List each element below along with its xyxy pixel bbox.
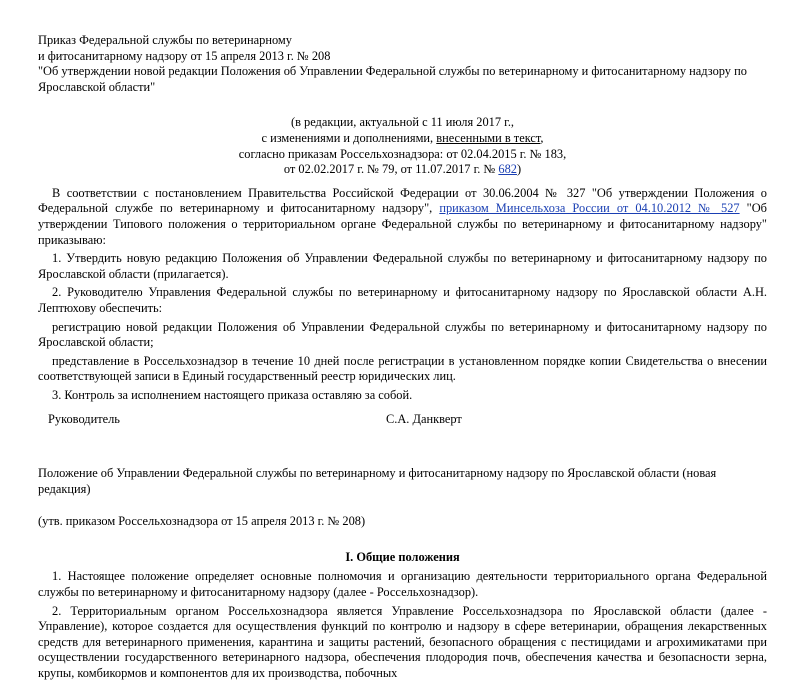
edition-line-4 bbox=[38, 162, 767, 178]
order-item-2: 2. Руководителю Управления Федеральной службы по ветеринарному и фитосанитарному надзору по Ярославской области А.Н. Лептюхову обеспечить: bbox=[38, 285, 767, 315]
amendments-link[interactable]: внесенными в текст bbox=[436, 130, 541, 145]
document-header bbox=[38, 33, 767, 95]
order-item-2a: регистрацию новой редакции Положения об Управлении Федеральной службы по ветеринарному и фитосанитарному надзору по Ярославской области; bbox=[38, 319, 767, 350]
regulation-paragraph-1: 1. Настоящее положение определяет основные полномочия и организацию деятельности территориального органа Федеральной службы по ветеринарному и фитосанитарному надзору (далее - Россельхознадзор). bbox=[38, 569, 767, 600]
minselkhoz-order-link[interactable]: приказом Минсельхоза России от 04.10.2012 № 527 bbox=[439, 201, 740, 216]
header-line-1: Приказ Федеральной службы по ветеринарному bbox=[38, 33, 292, 47]
edition-text: от 02.02.2017 г. № 79, от 11.07.2017 г. № bbox=[283, 162, 499, 177]
regulation-title: Положение об Управлении Федеральной службы по ветеринарному и фитосанитарному надзору по Ярославской области (новая редакция) bbox=[38, 466, 717, 496]
edition-text: ) bbox=[516, 162, 522, 177]
edition-text: , bbox=[540, 130, 544, 145]
intro-text: В соответствии с постановлением Правительства Российской Федерации от 30.06.2004 № 327 "Об утверждении Положения о Федеральной службе по ветеринарному и фитосанитарному надзору", bbox=[38, 185, 767, 216]
document-page bbox=[38, 33, 767, 685]
order-item-2b: представление в Россельхознадзор в течение 10 дней после регистрации в установленном порядке копии Свидетельства о внесении соответствующей записи в Единый государственный реестр юридических лиц. bbox=[38, 353, 767, 384]
regulation-approved: (утв. приказом Россельхознадзора от 15 апреля 2013 г. № 208) bbox=[38, 514, 366, 529]
regulation-paragraph-2: 2. Территориальным органом Россельхознадзора является Управление Россельхознадзора по Ярославской области (далее - Управление), которое создается для осуществления функций по контролю и надзору в сфере ветеринарии, обращения лекарственных средств для ветеринарного применения, карантина и защиты растений, безопасного обращения с пестицидами и агрохимикатами при осуществлении государственного ветеринарного надзора, обеспечения плодородия почв, обеспечения качества и безопасности зерна, крупы, комбикормов и компонентов для их производства, побочных bbox=[38, 603, 767, 680]
order-item-3: 3. Контроль за исполнением настоящего приказа оставляю за собой. bbox=[52, 387, 413, 402]
signature-name: С.А. Данкверт bbox=[386, 412, 462, 427]
section-heading: I. Общие положения bbox=[345, 549, 460, 564]
order-682-link[interactable]: 682 bbox=[498, 162, 517, 177]
edition-line-1: (в редакции, актуальной с 11 июля 2017 г., bbox=[290, 115, 515, 130]
header-line-2: и фитосанитарному надзору от 15 апреля 2013 г. № 208 bbox=[38, 48, 331, 63]
intro-text: "Об утверждении Типового положения о территориальном органе Федеральной службы по ветеринарному и фитосанитарному надзору" приказываю: bbox=[38, 201, 767, 247]
edition-text: с изменениями и дополнениями, bbox=[261, 130, 437, 145]
edition-note bbox=[38, 115, 767, 177]
edition-line-3: согласно приказам Россельхознадзора: от 02.04.2015 г. № 183, bbox=[238, 146, 567, 161]
signature-block bbox=[38, 412, 767, 428]
edition-line-2 bbox=[38, 131, 767, 147]
header-title: "Об утверждении новой редакции Положения об Управлении Федеральной службы по ветеринарному и фитосанитарному надзору по Ярославской области" bbox=[38, 64, 747, 94]
order-item-1: 1. Утвердить новую редакцию Положения об Управлении Федеральной службы по ветеринарному и фитосанитарному надзору по Ярославской области (прилагается). bbox=[38, 251, 767, 281]
order-body bbox=[38, 186, 767, 404]
intro-paragraph bbox=[38, 186, 767, 248]
signature-role: Руководитель bbox=[48, 412, 120, 427]
